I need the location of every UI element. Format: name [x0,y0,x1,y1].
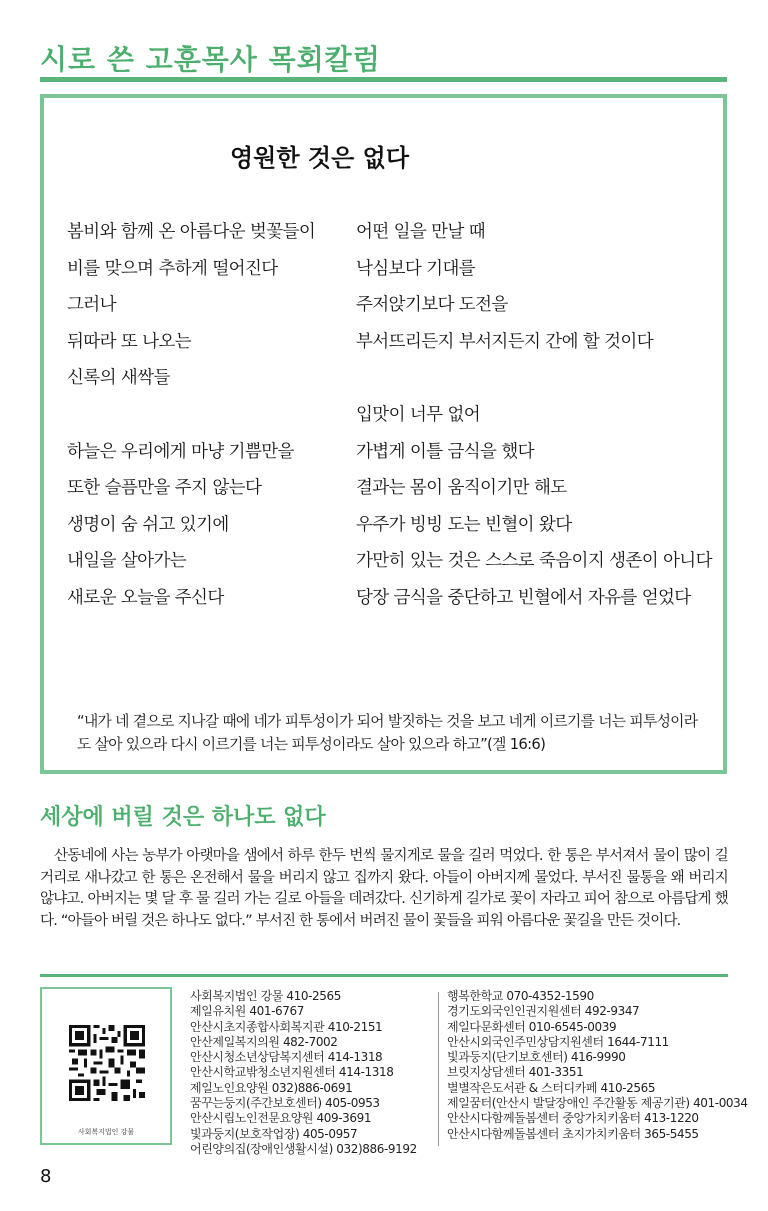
footer-divider [40,974,728,977]
directory-entry: 안산시외국인주민상담지원센터 1644-7111 [447,1034,669,1049]
poem-line: 입맛이 너무 없어 [356,404,481,425]
poem-line: 비를 맞으며 추하게 떨어진다 [67,258,278,279]
poem-box [40,94,727,774]
title-divider [40,77,727,82]
poem-line: 부서뜨리든지 부서지든지 간에 할 것이다 [356,331,654,352]
poem-line: 가만히 있는 것은 스스로 죽음이지 생존이 아니다 [356,551,712,572]
poem-line: 당장 금식을 중단하고 빈혈에서 자유를 얻었다 [356,587,691,608]
directory-entry: 제일다문화센터 010-6545-0039 [447,1019,617,1034]
poem-line: 결과는 몸이 움직이기만 해도 [356,478,567,499]
poem-line: 뒤따라 또 나오는 [67,331,192,352]
poem-line: 또한 슬픔만을 주지 않는다 [67,478,262,499]
directory-entry: 브릿지상담센터 401-3351 [447,1065,584,1080]
poem-line: 주저앉기보다 도전을 [356,295,508,316]
poem-right-column [356,220,712,623]
page-title: 시로 쓴 고훈목사 목회칼럼 [40,43,381,76]
qr-caption: 사회복지법인 강물 [77,1128,135,1136]
qr-box [40,987,172,1145]
poem-left-column [67,220,315,623]
poem-line: 가볍게 이틀 금식을 했다 [356,441,534,462]
directory-entry: 안산시립노인전문요양원 409-3691 [190,1111,372,1126]
directory-entry: 제일꿈터(안산시 발달장애인 주간활동 제공기관) 401-0034 [447,1096,748,1111]
directory-entry: 안산시다함께돌봄센터 초지가치키움터 365-5455 [447,1126,699,1141]
directory-entry: 경기도외국인인권지원센터 492-9347 [447,1004,640,1019]
poem-line: 하늘은 우리에게 마냥 기쁨만을 [67,441,294,462]
directory-entry: 별별작은도서관 & 스터디카페 410-2565 [447,1080,656,1095]
directory-entry: 행복한학교 070-4352-1590 [447,989,594,1003]
section-body: 산동네에 사는 농부가 아랫마을 샘에서 하루 한두 번씩 물지게로 물을 길러 먹었다. 한 통은 부서져서 물이 많이 길거리로 새나갔고 한 통은 온전해서 물을 버리지 않고 집까지 왔다. 아들이 아버지께 물었다. 부서진 물통을 왜 버리지 않냐고. 아버지는 몇 달 후 물 길러 가는 길로 아들을 데려갔다. 신기하게 길가로 꽃이 자라고 피어 참으로 아름답게 했다. “아들아 버릴 것은 하나도 없다.” 부서진 한 통에서 버려진 물이 꽃들을 피워 아름다운 꽃길을 만든 것이다. [40,848,728,929]
directory-entry: 어린양의집(장애인생활시설) 032)886-9192 [190,1141,417,1156]
poem-line: 생명이 숨 쉬고 있기에 [67,514,229,535]
directory-entry: 제일유치원 401-6767 [190,1004,304,1019]
poem-line [356,366,712,403]
poem-line: 우주가 빙빙 도는 빈혈이 왔다 [356,514,572,535]
directory-entry: 빛과둥지(보호작업장) 405-0957 [190,1126,358,1141]
poem-line: 그러나 [67,295,116,316]
directory-entry: 빛과둥지(단기보호센터) 416-9990 [447,1050,626,1065]
directory-entry: 사회복지법인 강물 410-2565 [190,989,341,1003]
poem-title: 영원한 것은 없다 [230,144,409,172]
directory-entry: 안산시학교밖청소년지원센터 414-1318 [190,1065,394,1080]
directory-entry: 안산시초지종합사회복지관 410-2151 [190,1019,383,1034]
directory-separator [438,992,439,1146]
poem-line: 새로운 오늘을 주신다 [67,587,224,608]
poem-line: 어떤 일을 만날 때 [356,222,486,242]
poem-line: 내일을 살아가는 [67,551,187,572]
poem-line [67,403,315,440]
section-title: 세상에 버릴 것은 하나도 없다 [40,805,326,830]
page-number: 8 [40,1166,52,1187]
directory-entry: 꿈꾸는둥지(주간보호센터) 405-0953 [190,1096,380,1111]
poem-line: 봄비와 함께 온 아름다운 벚꽃들이 [67,222,316,242]
qr-code-icon[interactable] [69,1025,145,1101]
directory-entry: 안산제일복지의원 482-7002 [190,1034,338,1049]
directory-entry: 안산시다함께돌봄센터 중앙가치키움터 413-1220 [447,1111,699,1126]
poem-line: 낙심보다 기대를 [356,258,476,279]
directory-entry: 제일노인요양원 032)886-0691 [190,1080,353,1095]
scripture-quote: “내가 네 곁으로 지나갈 때에 네가 피투성이가 되어 발짓하는 것을 보고 네게 이르기를 너는 피투성이라도 살아 있으라 다시 이르기를 너는 피투성이라도 살아 있으라 하고”(겔 16:6) [77,713,698,753]
poem-line: 신록의 새싹들 [67,368,170,389]
directory-entry: 안산시청소년상담복지센터 414-1318 [190,1050,383,1065]
directory-right [447,989,748,1142]
directory-left [190,989,417,1157]
